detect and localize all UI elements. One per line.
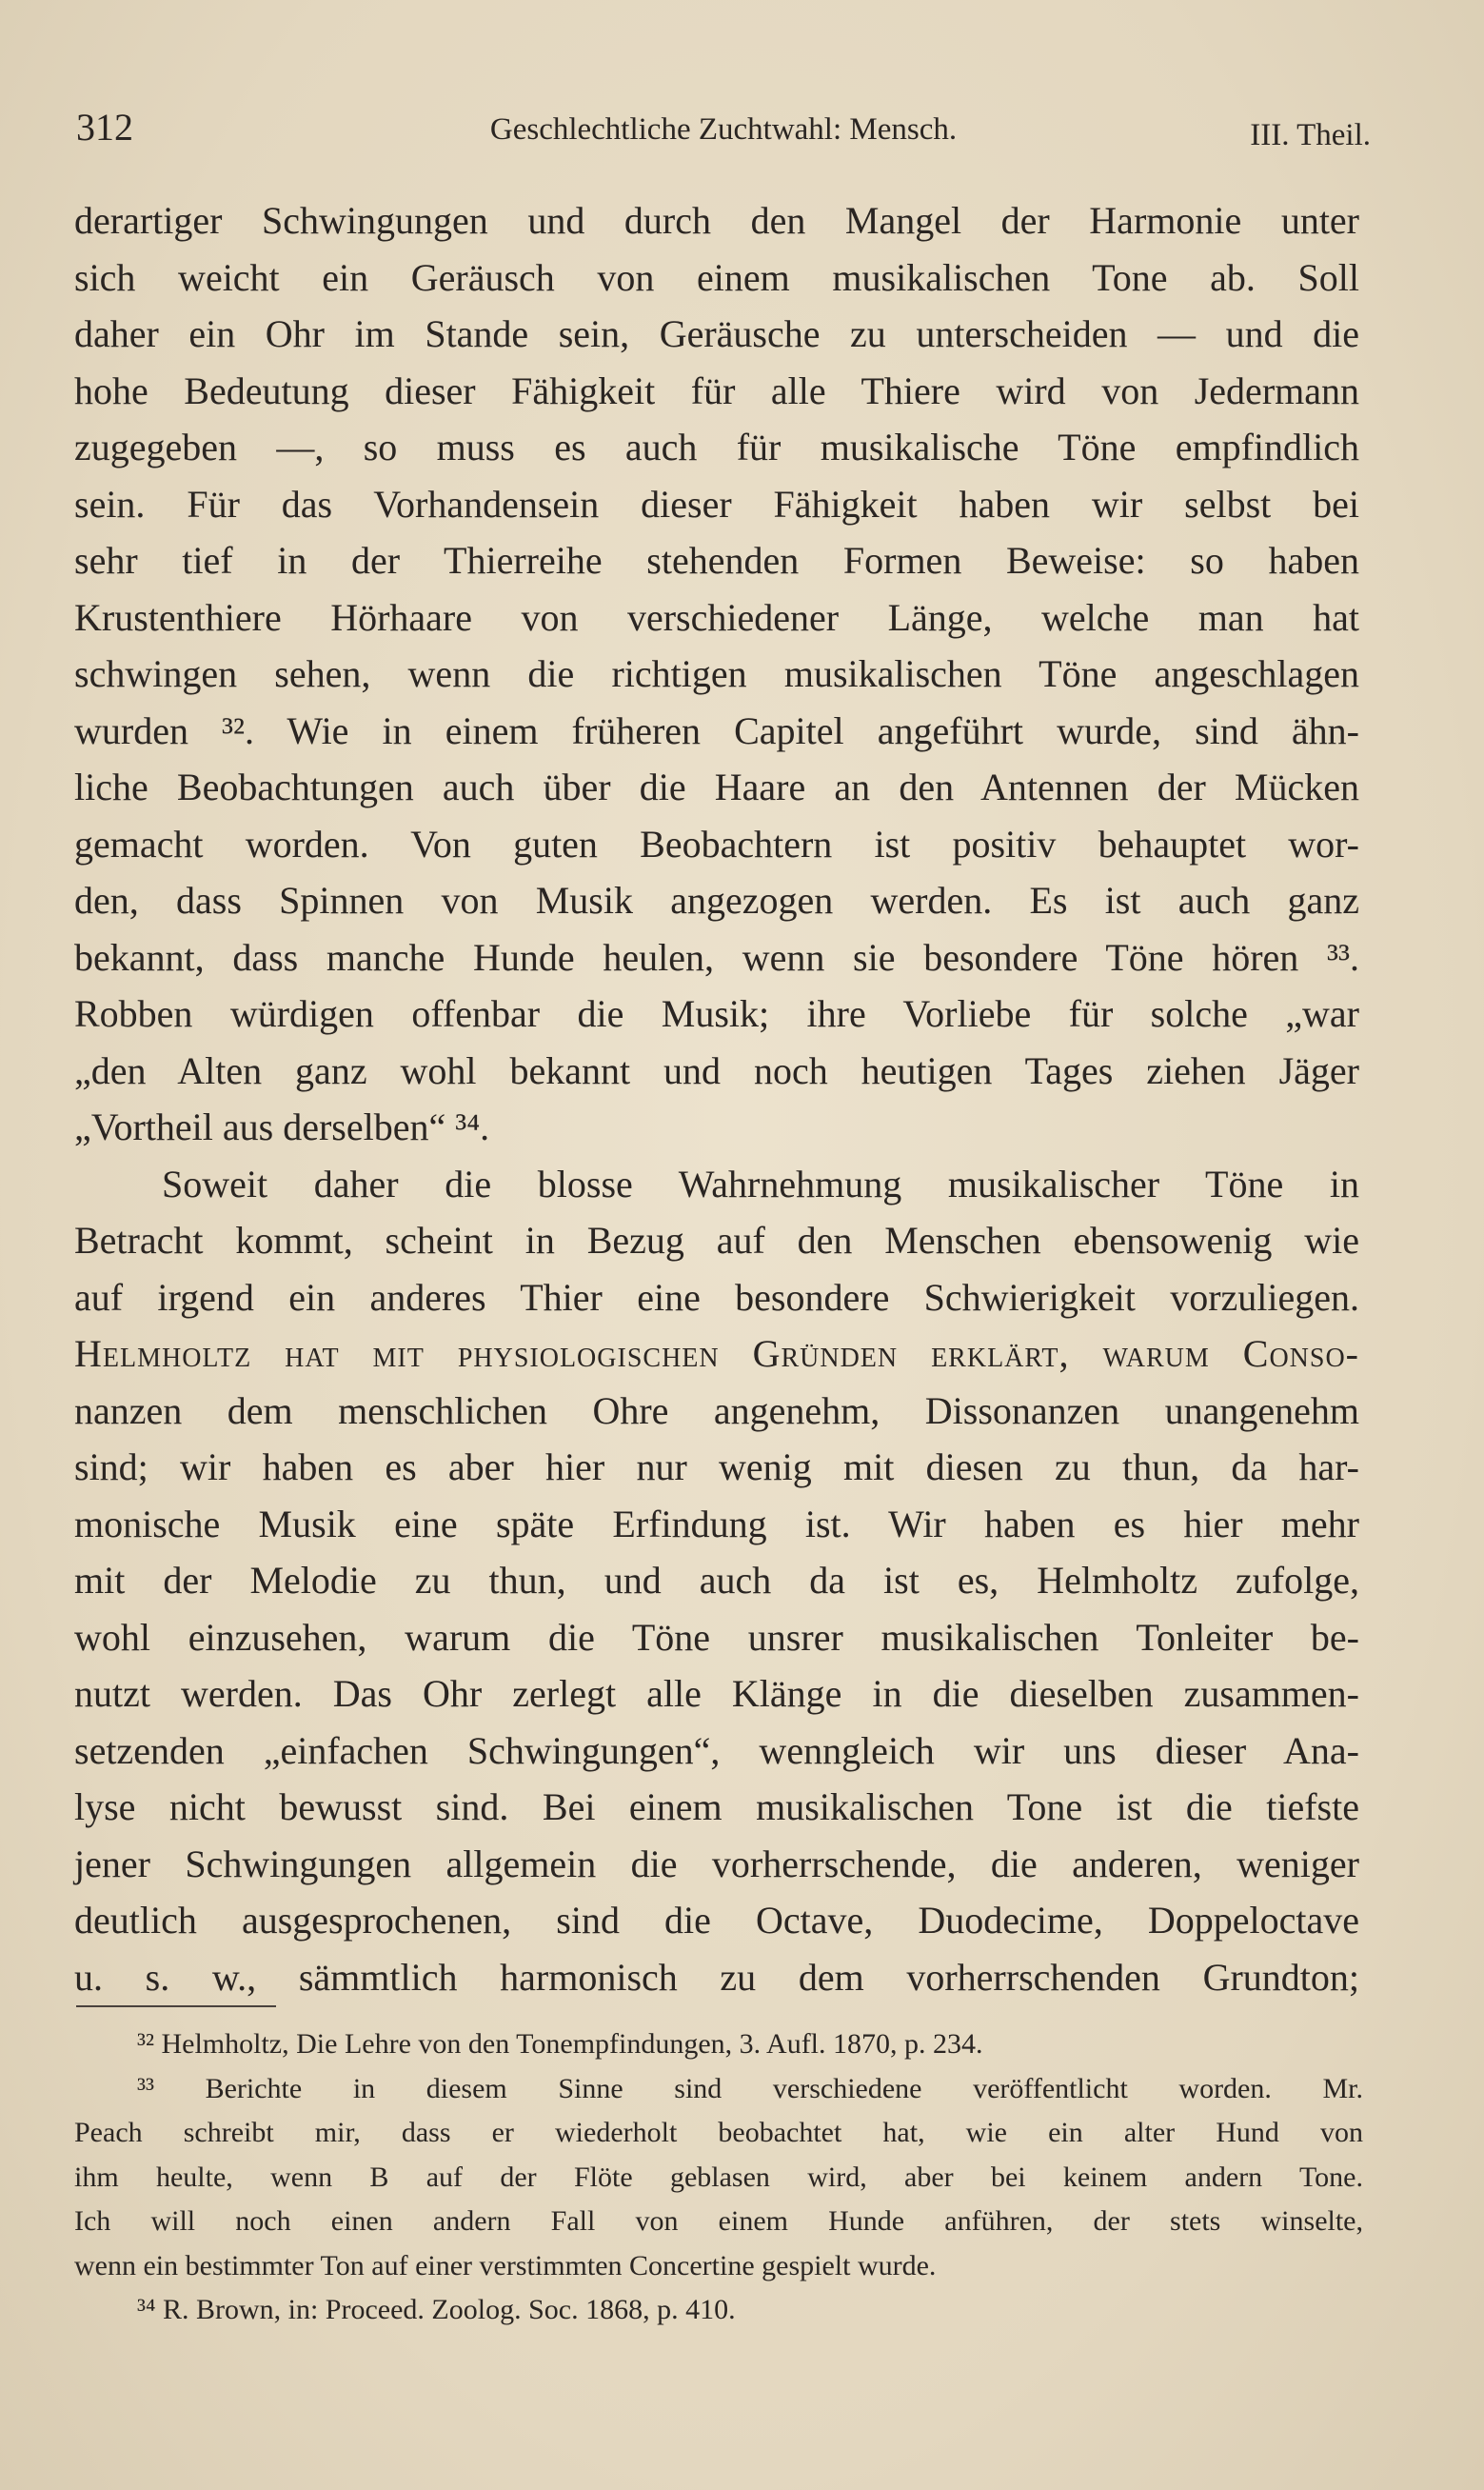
text-line: wurden ³². Wie in einem früheren Capitel angeführt wurde, sind ähn- bbox=[74, 708, 1359, 752]
footnote-line: Ich will noch einen andern Fall von einem Hunde anführen, der stets winselte, bbox=[74, 2205, 1363, 2237]
text-line: deutlich ausgesprochenen, sind die Octave, Duodecime, Doppeloctave bbox=[74, 1899, 1359, 1942]
text-line: Helmholtz hat mit physiologischen Gründen erklärt, warum Conso- bbox=[74, 1332, 1359, 1375]
footnote-line: wenn ein bestimmter Ton auf einer verstimmten Concertine gespielt wurde. bbox=[74, 2249, 937, 2281]
text-line: Robben würdigen offenbar die Musik; ihre Vorliebe für solche „war bbox=[74, 992, 1359, 1035]
text-line: setzenden „einfachen Schwingungen“, wenngleich wir uns dieser Ana- bbox=[74, 1728, 1359, 1772]
footnote-line: Peach schreibt mir, dass er wiederholt beobachtet hat, wie ein alter Hund von bbox=[74, 2117, 1363, 2148]
running-title: Geschlechtliche Zuchtwahl: Mensch. bbox=[489, 112, 958, 147]
text-line: jener Schwingungen allgemein die vorherrschende, die anderen, weniger bbox=[74, 1842, 1359, 1885]
text-line: wohl einzusehen, warum die Töne unsrer musikalischen Tonleiter be- bbox=[74, 1615, 1359, 1659]
text-line: sich weicht ein Geräusch von einem musikalischen Tone ab. Soll bbox=[74, 255, 1359, 299]
footnote-line: ihm heulte, wenn B auf der Flöte geblasen wird, aber bei keinem andern Tone. bbox=[74, 2161, 1363, 2193]
text-line: sein. Für das Vorhandensein dieser Fähigkeit haben wir selbst bei bbox=[74, 482, 1359, 526]
text-line: nanzen dem menschlichen Ohre angenehm, Dissonanzen unangenehm bbox=[74, 1388, 1359, 1432]
text-line: zugegeben —, so muss es auch für musikalische Töne empfindlich bbox=[74, 426, 1359, 468]
page-number: 312 bbox=[76, 106, 133, 149]
text-line: den, dass Spinnen von Musik angezogen werden. Es ist auch ganz bbox=[74, 879, 1359, 922]
text-line: derartiger Schwingungen und durch den Mangel der Harmonie unter bbox=[74, 199, 1359, 242]
text-line: bekannt, dass manche Hunde heulen, wenn sie besondere Töne hören ³³. bbox=[74, 935, 1359, 979]
text-line: Soweit daher die blosse Wahrnehmung musikalischer Töne in bbox=[162, 1162, 1359, 1205]
text-line: monische Musik eine späte Erfindung ist. Wir haben es hier mehr bbox=[74, 1502, 1359, 1545]
text-line: „Vortheil aus derselben“ ³⁴. bbox=[74, 1106, 490, 1148]
footnote-line: ³³ Berichte in diesem Sinne sind verschiedene veröffentlicht worden. Mr. bbox=[137, 2072, 1363, 2104]
footnotes bbox=[74, 2022, 1363, 2333]
text-line: u. s. w., sämmtlich harmonisch zu dem vorherrschenden Grundton; bbox=[74, 1955, 1359, 1999]
text-line: „den Alten ganz wohl bekannt und noch heutigen Tages ziehen Jäger bbox=[74, 1048, 1359, 1092]
text-line: Krustenthiere Hörhaare von verschiedener Länge, welche man hat bbox=[74, 595, 1359, 639]
text-line: schwingen sehen, wenn die richtigen musikalischen Töne angeschlagen bbox=[74, 652, 1359, 695]
text-line: lyse nicht bewusst sind. Bei einem musikalischen Tone ist die tiefste bbox=[74, 1785, 1359, 1828]
footnote-divider bbox=[76, 2005, 276, 2007]
main-text bbox=[74, 192, 1359, 2005]
text-line: sind; wir haben es aber hier nur wenig mit diesen zu thun, da har- bbox=[74, 1445, 1359, 1488]
text-line: Betracht kommt, scheint in Bezug auf den Menschen ebensowenig wie bbox=[74, 1219, 1359, 1262]
text-line: gemacht worden. Von guten Beobachtern ist positiv behauptet wor- bbox=[74, 822, 1359, 866]
part-label: III. Theil. bbox=[1250, 118, 1371, 152]
text-line: daher ein Ohr im Stande sein, Geräusche zu unterscheiden — und die bbox=[74, 312, 1359, 355]
text-line: liche Beobachtungen auch über die Haare an den Antennen der Mücken bbox=[74, 766, 1359, 808]
page-header bbox=[76, 105, 1371, 162]
footnote-line: ³⁴ R. Brown, in: Proceed. Zoolog. Soc. 1868, p. 410. bbox=[137, 2294, 736, 2325]
text-line: sehr tief in der Thierreihe stehenden Formen Beweise: so haben bbox=[74, 539, 1359, 582]
text-line: hohe Bedeutung dieser Fähigkeit für alle Thiere wird von Jedermann bbox=[74, 369, 1359, 412]
text-line: mit der Melodie zu thun, und auch da ist es, Helmholtz zufolge, bbox=[74, 1559, 1359, 1602]
text-line: auf irgend ein anderes Thier eine besondere Schwierigkeit vorzuliegen. bbox=[74, 1275, 1359, 1319]
footnote-line: ³² Helmholtz, Die Lehre von den Tonempfindungen, 3. Aufl. 1870, p. 234. bbox=[137, 2028, 983, 2060]
text-line: nutzt werden. Das Ohr zerlegt alle Klänge in die dieselben zusammen- bbox=[74, 1672, 1359, 1715]
